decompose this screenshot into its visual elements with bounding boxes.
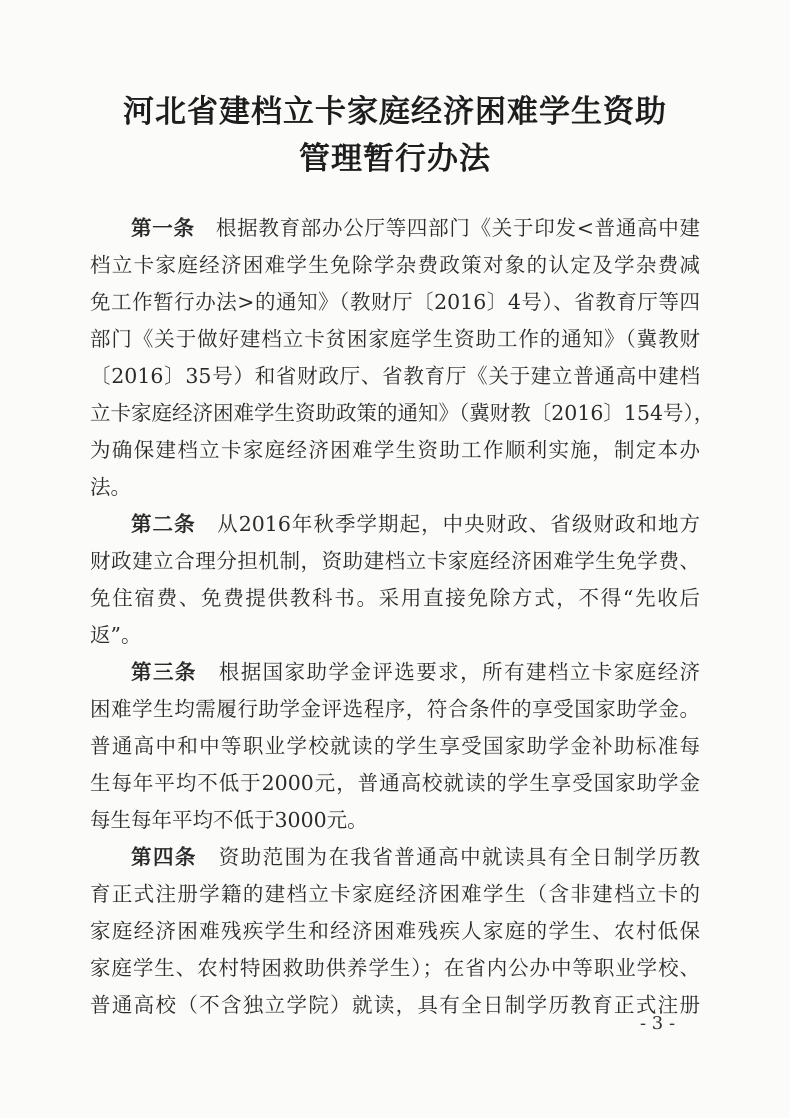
article-4-line-1: 第四条 资助范围为在我省普通高中就读具有全日制学历教: [131, 845, 701, 869]
article-label: 第四条: [131, 845, 197, 869]
article-label: 第一条: [131, 216, 195, 240]
article-1-line-6: 立卡家庭经济困难学生资助政策的通知》（冀财教〔2016〕154号），: [90, 401, 715, 425]
article-1-line-3: 免工作暂行办法>的通知》（教财厅〔2016〕4号）、省教育厅等四: [90, 290, 700, 314]
document-title-line-2: 管理暂行办法: [299, 141, 491, 177]
article-3-line-4: 生每年平均不低于2000元，普通高校就读的学生享受国家助学金: [90, 771, 700, 795]
article-2-line-3: 免住宿费、免费提供教科书。采用直接免除方式，不得“先收后: [90, 586, 700, 610]
article-4-line-2: 育正式注册学籍的建档立卡家庭经济困难学生（含非建档立卡的: [90, 882, 700, 906]
article-label: 第二条: [131, 512, 196, 536]
page-number: - 3 -: [640, 1013, 676, 1034]
article-2-line-1: 第二条 从2016年秋季学期起，中央财政、省级财政和地方: [131, 512, 701, 536]
article-4-line-4: 家庭学生、农村特困救助供养学生）；在省内公办中等职业学校、: [90, 956, 700, 980]
article-2-line-2: 财政建立合理分担机制，资助建档立卡家庭经济困难学生免学费、: [90, 549, 700, 573]
article-3-line-1: 第三条 根据国家助学金评选要求，所有建档立卡家庭经济: [131, 660, 701, 684]
article-3-line-3: 普通高中和中等职业学校就读的学生享受国家助学金补助标准每: [90, 734, 700, 758]
article-1-line-1: 第一条 根据教育部办公厅等四部门《关于印发<普通高中建: [131, 216, 700, 240]
article-4-line-5: 普通高校（不含独立学院）就读，具有全日制学历教育正式注册: [90, 993, 700, 1017]
article-label: 第三条: [131, 660, 197, 684]
article-3-line-2: 困难学生均需履行助学金评选程序，符合条件的享受国家助学金。: [90, 697, 700, 721]
article-4-line-3: 家庭经济困难残疾学生和经济困难残疾人家庭的学生、农村低保: [90, 919, 700, 943]
article-1-line-5: 〔2016〕35号）和省财政厅、省教育厅《关于建立普通高中建档: [90, 364, 700, 388]
article-1-line-7: 为确保建档立卡家庭经济困难学生资助工作顺利实施，制定本办: [90, 438, 700, 462]
document-title-line-1: 河北省建档立卡家庭经济困难学生资助: [123, 94, 667, 130]
article-1-line-4: 部门《关于做好建档立卡贫困家庭学生资助工作的通知》（冀教财: [90, 327, 700, 351]
article-2-line-4: 返”。: [90, 623, 142, 647]
article-3-line-5: 每生每年平均不低于3000元。: [90, 808, 368, 832]
article-1-line-2: 档立卡家庭经济困难学生免除学杂费政策对象的认定及学杂费减: [90, 253, 700, 277]
article-1-line-8: 法。: [90, 475, 131, 499]
